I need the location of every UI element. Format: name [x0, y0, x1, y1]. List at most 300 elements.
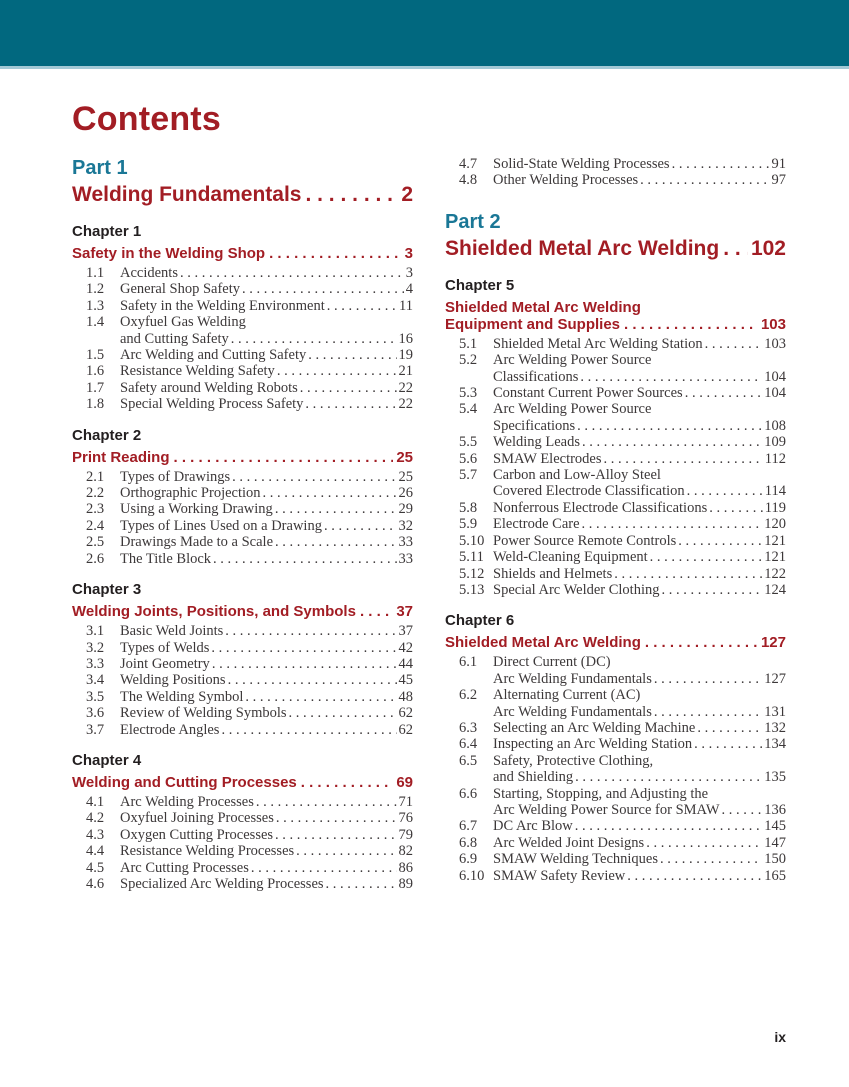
item-title: Types of Drawings: [120, 468, 231, 485]
item-page-number: 134: [764, 736, 786, 753]
toc-item-row: [445, 401, 786, 417]
item-page-number: 132: [764, 719, 786, 736]
toc-item: [445, 753, 786, 786]
item-title: and Cutting Safety: [120, 330, 229, 347]
dot-leader: [263, 485, 397, 501]
item-page-number: 22: [398, 396, 413, 413]
part-label: Part 1: [72, 157, 128, 179]
toc-item-row: [72, 331, 413, 347]
toc-item-row: [445, 549, 786, 565]
item-number: 5.2: [459, 352, 478, 369]
item-page-number: 86: [398, 859, 413, 876]
dot-leader: [697, 720, 762, 736]
toc-item-row: [445, 500, 786, 516]
item-page-number: 127: [764, 670, 786, 687]
toc-item-row: [72, 281, 413, 297]
toc-item: [445, 835, 786, 851]
item-number: 3.4: [86, 672, 105, 689]
chapter-title: Safety in the Welding Shop: [72, 245, 266, 262]
toc-item: [72, 485, 413, 501]
dot-leader: [582, 434, 762, 450]
item-title: Classifications: [493, 368, 579, 385]
dot-leader: [174, 449, 394, 466]
item-page-number: 21: [398, 363, 413, 380]
toc-item-row: [445, 566, 786, 582]
items-continuation: [445, 156, 786, 189]
toc-item-row: [72, 876, 413, 892]
dot-leader: [289, 705, 397, 721]
toc-item: [72, 396, 413, 412]
toc-item: [72, 843, 413, 859]
item-title: Arc Welding Processes: [120, 793, 254, 810]
toc-item-row: [445, 720, 786, 736]
dot-leader: [275, 534, 396, 550]
item-title: Special Arc Welder Clothing: [493, 581, 660, 598]
toc-item: [72, 827, 413, 843]
toc-item-row: [445, 687, 786, 703]
chapter-items: [72, 794, 413, 892]
item-page-number: 33: [398, 534, 413, 551]
item-page-number: 11: [399, 297, 413, 314]
item-title: Arc Cutting Processes: [120, 859, 249, 876]
dot-leader: [275, 827, 396, 843]
chapter-items: [445, 654, 786, 884]
dot-leader: [276, 810, 397, 826]
item-title: Welding Leads: [493, 434, 581, 451]
toc-item: [72, 265, 413, 281]
part-title-row: [445, 235, 786, 263]
toc-item-row: [445, 818, 786, 834]
dot-leader: [694, 736, 762, 752]
toc-item-row: [445, 434, 786, 450]
item-page-number: 108: [764, 417, 786, 434]
item-title: Electrode Angles: [120, 721, 220, 738]
item-number: 2.6: [86, 550, 105, 567]
part-title: Shielded Metal Arc Welding: [445, 236, 720, 260]
item-title: Orthographic Projection: [120, 485, 261, 502]
dot-leader: [269, 245, 402, 262]
toc-item: [72, 810, 413, 826]
item-title: and Shielding: [493, 769, 574, 786]
toc-item-row: [445, 868, 786, 884]
item-page-number: 122: [764, 565, 786, 582]
chapter-title-row: [72, 603, 413, 620]
item-number: 3.5: [86, 688, 105, 705]
toc-item-row: [445, 654, 786, 670]
chapter-label: Chapter 3: [72, 581, 142, 599]
chapter-page-number: 127: [760, 634, 786, 652]
item-number: 3.6: [86, 705, 105, 722]
item-title: Types of Welds: [120, 639, 210, 656]
item-page-number: 112: [764, 450, 786, 467]
item-title: Drawings Made to a Scale: [120, 534, 274, 551]
chapter-block: [72, 580, 413, 738]
toc-item: [445, 868, 786, 884]
item-page-number: 45: [398, 672, 413, 689]
toc-item-row: [72, 640, 413, 656]
item-number: 4.4: [86, 843, 105, 860]
chapter-page-number: 37: [396, 603, 413, 621]
toc-column-right: [445, 156, 786, 892]
item-title: SMAW Welding Techniques: [493, 851, 659, 868]
chapter-title: Shielded Metal Arc Welding: [445, 298, 641, 316]
dot-leader: [722, 802, 763, 818]
item-number: 5.1: [459, 335, 478, 352]
item-title: Safety in the Welding Environment: [120, 297, 325, 314]
dot-leader: [232, 469, 396, 485]
item-page-number: 62: [398, 721, 413, 738]
toc-columns: [0, 156, 849, 892]
item-title: Types of Lines Used on a Drawing: [120, 517, 322, 534]
chapter-title-row: [72, 449, 413, 466]
dot-leader: [231, 331, 397, 347]
toc-item: [445, 687, 786, 720]
toc-item-row: [72, 485, 413, 501]
toc-item: [72, 876, 413, 892]
item-title: Other Welding Processes: [493, 172, 639, 189]
item-number: 5.6: [459, 450, 478, 467]
toc-item: [72, 794, 413, 810]
toc-item-row: [445, 385, 786, 401]
toc-item: [445, 654, 786, 687]
toc-item-row: [445, 736, 786, 752]
item-number: 5.8: [459, 499, 478, 516]
item-number: 5.7: [459, 467, 478, 484]
item-title: Special Welding Process Safety: [120, 396, 304, 413]
toc-item: [72, 298, 413, 314]
item-title: Basic Weld Joints: [120, 623, 224, 640]
item-page-number: 165: [764, 867, 786, 884]
toc-item: [72, 689, 413, 705]
item-title: Oxyfuel Joining Processes: [120, 810, 274, 827]
dot-leader: [251, 860, 397, 876]
toc-item-row: [72, 534, 413, 550]
toc-item-row: [72, 672, 413, 688]
part-block: [445, 210, 786, 263]
dot-leader: [296, 843, 396, 859]
dot-leader: [577, 418, 762, 434]
dot-leader: [228, 672, 397, 688]
item-page-number: 37: [398, 623, 413, 640]
item-number: 5.10: [459, 532, 485, 549]
toc-item: [445, 516, 786, 532]
item-number: 2.4: [86, 517, 105, 534]
toc-item: [445, 156, 786, 172]
chapter-block: [445, 611, 786, 884]
item-title: Welding Positions: [120, 672, 226, 689]
dot-leader: [645, 634, 758, 651]
toc-item-row: [72, 265, 413, 281]
item-page-number: 145: [764, 818, 786, 835]
toc-item-row: [72, 551, 413, 567]
item-number: 3.7: [86, 721, 105, 738]
toc-item-row: [72, 469, 413, 485]
item-title: Resistance Welding Processes: [120, 843, 295, 860]
part-page-number: 2: [401, 183, 413, 206]
item-title: Arc Welding Fundamentals: [493, 670, 652, 687]
dot-leader: [575, 769, 762, 785]
item-number: 1.1: [86, 265, 105, 281]
toc-item-row: [72, 298, 413, 314]
item-number: 6.2: [459, 687, 478, 704]
item-title: Using a Working Drawing: [120, 501, 273, 518]
chapter-title-row: [72, 774, 413, 791]
toc-item: [445, 467, 786, 500]
toc-item: [445, 566, 786, 582]
item-page-number: 33: [398, 550, 413, 567]
toc-item-row: [72, 314, 413, 330]
toc-item-row: [72, 810, 413, 826]
item-number: 1.3: [86, 297, 105, 314]
item-title: Solid-State Welding Processes: [493, 156, 670, 172]
toc-item: [445, 786, 786, 819]
chapter-block: [72, 222, 413, 413]
item-page-number: 104: [764, 385, 786, 402]
chapter-title-row: [445, 299, 786, 316]
dot-leader: [640, 172, 769, 188]
dot-leader: [654, 704, 762, 720]
item-number: 4.3: [86, 826, 105, 843]
chapter-page-number: 3: [404, 245, 413, 262]
dot-leader: [624, 316, 758, 333]
toc-item-row: [445, 704, 786, 720]
item-page-number: 44: [398, 655, 413, 672]
item-number: 2.1: [86, 468, 105, 485]
item-title: Selecting an Arc Welding Machine: [493, 719, 696, 736]
dot-leader: [660, 851, 762, 867]
item-number: 6.1: [459, 654, 478, 671]
dot-leader: [723, 235, 748, 263]
item-page-number: 103: [764, 335, 786, 352]
item-number: 4.5: [86, 859, 105, 876]
dot-leader: [650, 549, 763, 565]
toc-item: [445, 385, 786, 401]
item-page-number: 104: [764, 368, 786, 385]
chapter-label: Chapter 5: [445, 276, 515, 294]
item-title: SMAW Safety Review: [493, 867, 626, 884]
item-number: 1.5: [86, 347, 105, 364]
chapter-title-row: [445, 316, 786, 333]
item-page-number: 82: [398, 843, 413, 860]
item-number: 5.9: [459, 516, 478, 533]
toc-item-row: [72, 347, 413, 363]
item-title: Review of Welding Symbols: [120, 705, 287, 722]
item-title: Safety around Welding Robots: [120, 379, 298, 396]
dot-leader: [672, 156, 770, 172]
item-title: Arc Welding Power Source for SMAW: [493, 801, 720, 818]
item-title: Nonferrous Electrode Classifications: [493, 499, 708, 516]
chapter-label: Chapter 1: [72, 223, 142, 240]
item-title: Oxyfuel Gas Welding: [120, 314, 246, 331]
toc-item-row: [445, 516, 786, 532]
item-number: 5.3: [459, 385, 478, 402]
toc-item-row: [445, 418, 786, 434]
item-page-number: 32: [398, 517, 413, 534]
item-number: 6.10: [459, 867, 485, 884]
toc-item: [445, 736, 786, 752]
toc-item-row: [72, 363, 413, 379]
dot-leader: [326, 876, 397, 892]
part-title-row: [72, 181, 413, 209]
dot-leader: [580, 369, 762, 385]
toc-item-row: [72, 396, 413, 412]
dot-leader: [308, 347, 396, 363]
item-number: 3.1: [86, 623, 105, 640]
item-title: Shielded Metal Arc Welding Station: [493, 335, 703, 352]
item-title: General Shop Safety: [120, 281, 240, 298]
chapter-title: Equipment and Supplies: [445, 315, 621, 333]
toc-item-row: [72, 689, 413, 705]
item-number: 6.6: [459, 785, 478, 802]
toc-item-row: [445, 851, 786, 867]
chapter-label: Chapter 6: [445, 612, 515, 630]
item-title: Weld-Cleaning Equipment: [493, 549, 648, 566]
toc-item-row: [445, 786, 786, 802]
item-title: Oxygen Cutting Processes: [120, 826, 274, 843]
toc-item-row: [445, 369, 786, 385]
dot-leader: [678, 533, 762, 549]
toc-item-row: [445, 467, 786, 483]
part-title: Welding Fundamentals: [72, 183, 302, 206]
toc-item: [72, 623, 413, 639]
toc-item-row: [445, 336, 786, 352]
item-number: 1.2: [86, 281, 105, 298]
item-page-number: 131: [764, 703, 786, 720]
item-number: 4.2: [86, 810, 105, 827]
item-title: SMAW Electrodes: [493, 450, 602, 467]
toc-item-row: [72, 860, 413, 876]
item-page-number: 135: [764, 769, 786, 786]
toc-item: [445, 352, 786, 385]
dot-leader: [242, 281, 404, 297]
item-page-number: 120: [764, 516, 786, 533]
item-number: 6.4: [459, 736, 478, 753]
dot-leader: [211, 640, 396, 656]
chapter-label: Chapter 4: [72, 751, 142, 769]
item-page-number: 25: [398, 468, 413, 485]
toc-item-row: [445, 582, 786, 598]
toc-item: [72, 534, 413, 550]
dot-leader: [662, 582, 763, 598]
toc-item-row: [72, 518, 413, 534]
toc-item: [445, 533, 786, 549]
toc-item: [72, 640, 413, 656]
toc-item-row: [72, 827, 413, 843]
item-title: The Welding Symbol: [120, 688, 244, 705]
chapter-block: [72, 751, 413, 892]
dot-leader: [180, 265, 404, 281]
item-title: Shields and Helmets: [493, 565, 613, 582]
toc-item: [445, 582, 786, 598]
item-page-number: 119: [764, 499, 786, 516]
item-title: Alternating Current (AC): [493, 687, 641, 704]
item-title: Joint Geometry: [120, 655, 210, 672]
chapter-title: Shielded Metal Arc Welding: [445, 634, 641, 652]
toc-item-row: [72, 623, 413, 639]
item-title: Safety, Protective Clothing,: [493, 752, 654, 769]
item-number: 5.13: [459, 581, 485, 598]
item-number: 3.3: [86, 655, 105, 672]
item-number: 3.2: [86, 639, 105, 656]
dot-leader: [225, 623, 396, 639]
item-number: 6.9: [459, 851, 478, 868]
part-block: [72, 156, 413, 209]
item-number: 6.8: [459, 834, 478, 851]
toc-item: [72, 672, 413, 688]
item-number: 1.8: [86, 396, 105, 413]
dot-leader: [275, 501, 397, 517]
dot-leader: [614, 566, 762, 582]
item-number: 5.4: [459, 401, 478, 418]
item-number: 4.1: [86, 793, 105, 810]
toc-item-row: [445, 769, 786, 785]
toc-item-row: [445, 753, 786, 769]
item-number: 2.2: [86, 485, 105, 502]
item-page-number: 71: [398, 793, 413, 810]
toc-item: [72, 347, 413, 363]
item-title: Electrode Care: [493, 516, 580, 533]
part-label: Part 2: [445, 210, 501, 233]
item-title: Accidents: [120, 265, 178, 281]
dot-leader: [305, 181, 398, 209]
chapter-label: Chapter 2: [72, 426, 142, 444]
item-page-number: 114: [764, 483, 786, 500]
chapter-page-number: 103: [760, 315, 786, 333]
item-title: Carbon and Low-Alloy Steel: [493, 467, 661, 484]
toc-item-row: [72, 722, 413, 738]
dot-leader: [687, 483, 763, 499]
toc-item-row: [445, 483, 786, 499]
toc-item: [445, 336, 786, 352]
chapter-items: [72, 623, 413, 738]
toc-item-row: [72, 501, 413, 517]
chapter-page-number: 69: [396, 773, 413, 791]
toc-item: [445, 851, 786, 867]
item-title: Specifications: [493, 417, 576, 434]
item-number: 4.8: [459, 172, 478, 189]
item-page-number: 48: [398, 688, 413, 705]
item-number: 4.6: [86, 875, 105, 892]
dot-leader: [604, 451, 763, 467]
toc-item-row: [72, 705, 413, 721]
item-number: 1.4: [86, 314, 105, 331]
toc-item: [72, 363, 413, 379]
toc-item-row: [72, 380, 413, 396]
item-page-number: 29: [398, 501, 413, 518]
item-number: 5.5: [459, 434, 478, 451]
item-number: 6.3: [459, 719, 478, 736]
item-title: Specialized Arc Welding Processes: [120, 875, 324, 892]
toc-item: [445, 720, 786, 736]
toc-item: [72, 860, 413, 876]
item-number: 2.5: [86, 534, 105, 551]
dot-leader: [705, 336, 763, 352]
item-page-number: 124: [764, 581, 786, 598]
item-page-number: 89: [398, 875, 413, 892]
item-page-number: 4: [405, 281, 413, 298]
item-page-number: 62: [398, 705, 413, 722]
toc-item: [445, 451, 786, 467]
toc-item-row: [445, 352, 786, 368]
dot-leader: [582, 516, 763, 532]
toc-item: [445, 434, 786, 450]
page-number: ix: [774, 1029, 786, 1045]
item-page-number: 97: [771, 172, 786, 189]
toc-item: [72, 501, 413, 517]
dot-leader: [627, 868, 762, 884]
dot-leader: [360, 603, 393, 620]
toc-item-row: [445, 671, 786, 687]
